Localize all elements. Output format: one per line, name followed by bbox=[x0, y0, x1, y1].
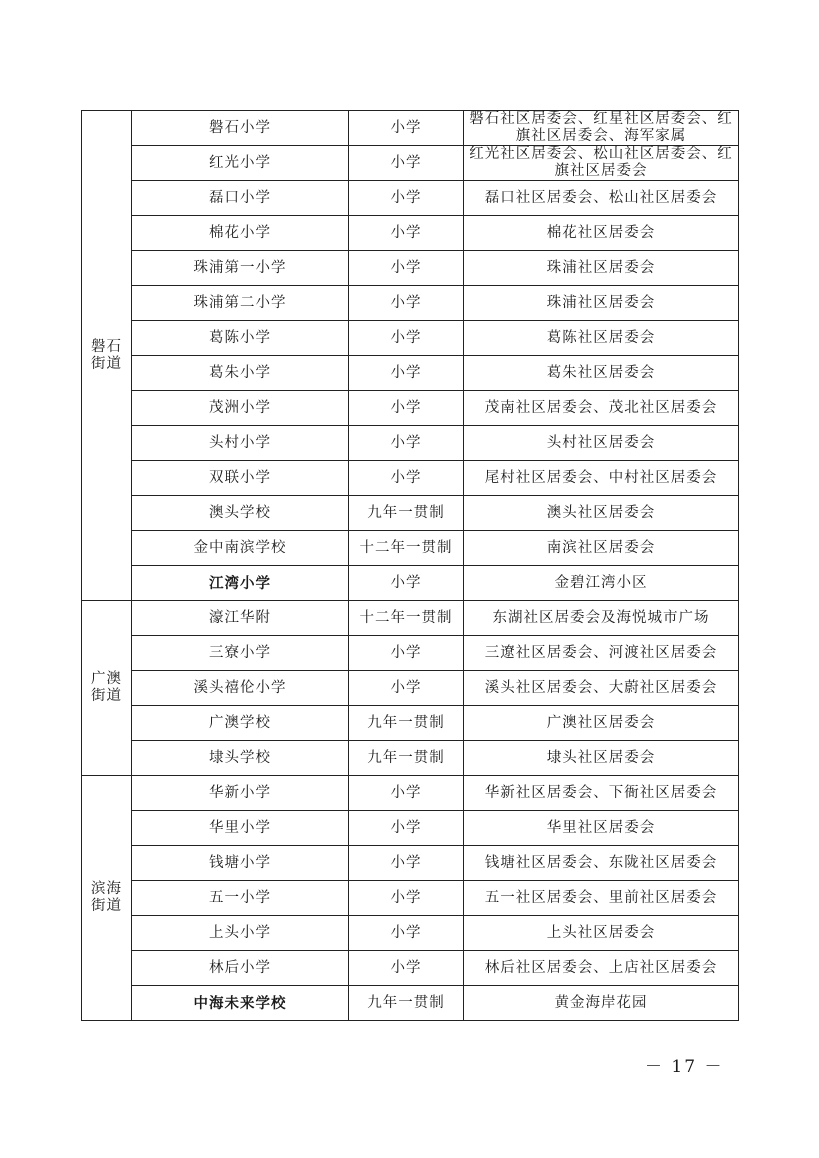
school-name-cell: 广澳学校 bbox=[132, 706, 349, 741]
page-number: － 17 － bbox=[645, 1057, 724, 1077]
school-type-cell: 小学 bbox=[349, 951, 464, 986]
enrollment-area-cell: 南滨社区居委会 bbox=[464, 531, 739, 566]
school-type-cell: 九年一贯制 bbox=[349, 741, 464, 776]
school-name-cell: 钱塘小学 bbox=[132, 846, 349, 881]
table-row bbox=[82, 181, 739, 216]
enrollment-area-cell: 磊口社区居委会、松山社区居委会 bbox=[464, 181, 739, 216]
table-row bbox=[82, 986, 739, 1021]
school-name-cell: 头村小学 bbox=[132, 426, 349, 461]
table-row bbox=[82, 811, 739, 846]
school-type-cell: 小学 bbox=[349, 321, 464, 356]
enrollment-area-cell: 葛朱社区居委会 bbox=[464, 356, 739, 391]
table-row bbox=[82, 391, 739, 426]
school-type-cell: 小学 bbox=[349, 426, 464, 461]
enrollment-area-cell: 华里社区居委会 bbox=[464, 811, 739, 846]
enrollment-area-cell: 钱塘社区居委会、东陇社区居委会 bbox=[464, 846, 739, 881]
school-name-cell: 三寮小学 bbox=[132, 636, 349, 671]
enrollment-area-cell: 金碧江湾小区 bbox=[464, 566, 739, 601]
enrollment-area-cell: 五一社区居委会、里前社区居委会 bbox=[464, 881, 739, 916]
enrollment-area-cell: 埭头社区居委会 bbox=[464, 741, 739, 776]
school-name-cell: 棉花小学 bbox=[132, 216, 349, 251]
school-type-cell: 九年一贯制 bbox=[349, 706, 464, 741]
school-name-cell: 珠浦第一小学 bbox=[132, 251, 349, 286]
enrollment-area-cell: 上头社区居委会 bbox=[464, 916, 739, 951]
table-row bbox=[82, 881, 739, 916]
enrollment-area-cell: 黄金海岸花园 bbox=[464, 986, 739, 1021]
school-enrollment-table bbox=[81, 110, 739, 1021]
enrollment-area-cell: 磐石社区居委会、红星社区居委会、红旗社区居委会、海军家属 bbox=[464, 111, 739, 146]
table-row bbox=[82, 426, 739, 461]
school-type-cell: 小学 bbox=[349, 461, 464, 496]
table-row bbox=[82, 671, 739, 706]
school-type-cell: 小学 bbox=[349, 181, 464, 216]
school-name-cell: 埭头学校 bbox=[132, 741, 349, 776]
district-name-cell: 滨海街道 bbox=[82, 776, 132, 1021]
school-type-cell: 小学 bbox=[349, 391, 464, 426]
school-name-cell: 上头小学 bbox=[132, 916, 349, 951]
school-type-cell: 小学 bbox=[349, 776, 464, 811]
school-name-cell: 磐石小学 bbox=[132, 111, 349, 146]
school-type-cell: 小学 bbox=[349, 216, 464, 251]
enrollment-area-cell: 珠浦社区居委会 bbox=[464, 251, 739, 286]
school-type-cell: 小学 bbox=[349, 881, 464, 916]
school-name-cell: 双联小学 bbox=[132, 461, 349, 496]
table-row bbox=[82, 111, 739, 146]
table-row bbox=[82, 146, 739, 181]
school-type-cell: 小学 bbox=[349, 356, 464, 391]
school-name-cell: 磊口小学 bbox=[132, 181, 349, 216]
table-row bbox=[82, 601, 739, 636]
table-row bbox=[82, 846, 739, 881]
school-type-cell: 十二年一贯制 bbox=[349, 601, 464, 636]
enrollment-area-cell: 尾村社区居委会、中村社区居委会 bbox=[464, 461, 739, 496]
table-row bbox=[82, 496, 739, 531]
school-type-cell: 小学 bbox=[349, 671, 464, 706]
enrollment-area-cell: 棉花社区居委会 bbox=[464, 216, 739, 251]
table-body bbox=[82, 111, 739, 1021]
enrollment-area-cell: 华新社区居委会、下衙社区居委会 bbox=[464, 776, 739, 811]
table-row bbox=[82, 951, 739, 986]
school-name-cell: 珠浦第二小学 bbox=[132, 286, 349, 321]
school-type-cell: 小学 bbox=[349, 286, 464, 321]
enrollment-area-cell: 溪头社区居委会、大蔚社区居委会 bbox=[464, 671, 739, 706]
school-name-cell: 金中南滨学校 bbox=[132, 531, 349, 566]
school-type-cell: 小学 bbox=[349, 916, 464, 951]
school-name-cell: 澳头学校 bbox=[132, 496, 349, 531]
school-name-cell: 濠江华附 bbox=[132, 601, 349, 636]
table-row bbox=[82, 531, 739, 566]
table-row bbox=[82, 286, 739, 321]
school-name-cell: 茂洲小学 bbox=[132, 391, 349, 426]
school-type-cell: 小学 bbox=[349, 146, 464, 181]
school-name-cell: 华里小学 bbox=[132, 811, 349, 846]
table-row bbox=[82, 321, 739, 356]
enrollment-area-cell: 东湖社区居委会及海悦城市广场 bbox=[464, 601, 739, 636]
school-name-cell: 红光小学 bbox=[132, 146, 349, 181]
school-name-cell: 林后小学 bbox=[132, 951, 349, 986]
school-type-cell: 九年一贯制 bbox=[349, 986, 464, 1021]
table-row bbox=[82, 776, 739, 811]
enrollment-area-cell: 澳头社区居委会 bbox=[464, 496, 739, 531]
enrollment-area-cell: 茂南社区居委会、茂北社区居委会 bbox=[464, 391, 739, 426]
school-type-cell: 九年一贯制 bbox=[349, 496, 464, 531]
enrollment-area-cell: 广澳社区居委会 bbox=[464, 706, 739, 741]
school-type-cell: 小学 bbox=[349, 566, 464, 601]
school-type-cell: 小学 bbox=[349, 111, 464, 146]
table-row bbox=[82, 356, 739, 391]
school-name-cell: 溪头禧伦小学 bbox=[132, 671, 349, 706]
table-row bbox=[82, 706, 739, 741]
enrollment-area-cell: 葛陈社区居委会 bbox=[464, 321, 739, 356]
table-row bbox=[82, 216, 739, 251]
enrollment-area-cell: 红光社区居委会、松山社区居委会、红旗社区居委会 bbox=[464, 146, 739, 181]
school-type-cell: 小学 bbox=[349, 251, 464, 286]
enrollment-area-cell: 三遼社区居委会、河渡社区居委会 bbox=[464, 636, 739, 671]
school-type-cell: 小学 bbox=[349, 811, 464, 846]
school-name-cell: 江湾小学 bbox=[132, 566, 349, 601]
enrollment-area-cell: 珠浦社区居委会 bbox=[464, 286, 739, 321]
district-name-cell: 磐石街道 bbox=[82, 111, 132, 601]
school-name-cell: 中海未来学校 bbox=[132, 986, 349, 1021]
enrollment-area-cell: 林后社区居委会、上店社区居委会 bbox=[464, 951, 739, 986]
table-row bbox=[82, 461, 739, 496]
school-name-cell: 葛朱小学 bbox=[132, 356, 349, 391]
school-type-cell: 十二年一贯制 bbox=[349, 531, 464, 566]
district-name-cell: 广澳街道 bbox=[82, 601, 132, 776]
table-row bbox=[82, 916, 739, 951]
table-row bbox=[82, 741, 739, 776]
school-type-cell: 小学 bbox=[349, 846, 464, 881]
school-name-cell: 华新小学 bbox=[132, 776, 349, 811]
table-row bbox=[82, 566, 739, 601]
table-row bbox=[82, 251, 739, 286]
table-row bbox=[82, 636, 739, 671]
school-type-cell: 小学 bbox=[349, 636, 464, 671]
school-name-cell: 五一小学 bbox=[132, 881, 349, 916]
enrollment-area-cell: 头村社区居委会 bbox=[464, 426, 739, 461]
school-name-cell: 葛陈小学 bbox=[132, 321, 349, 356]
